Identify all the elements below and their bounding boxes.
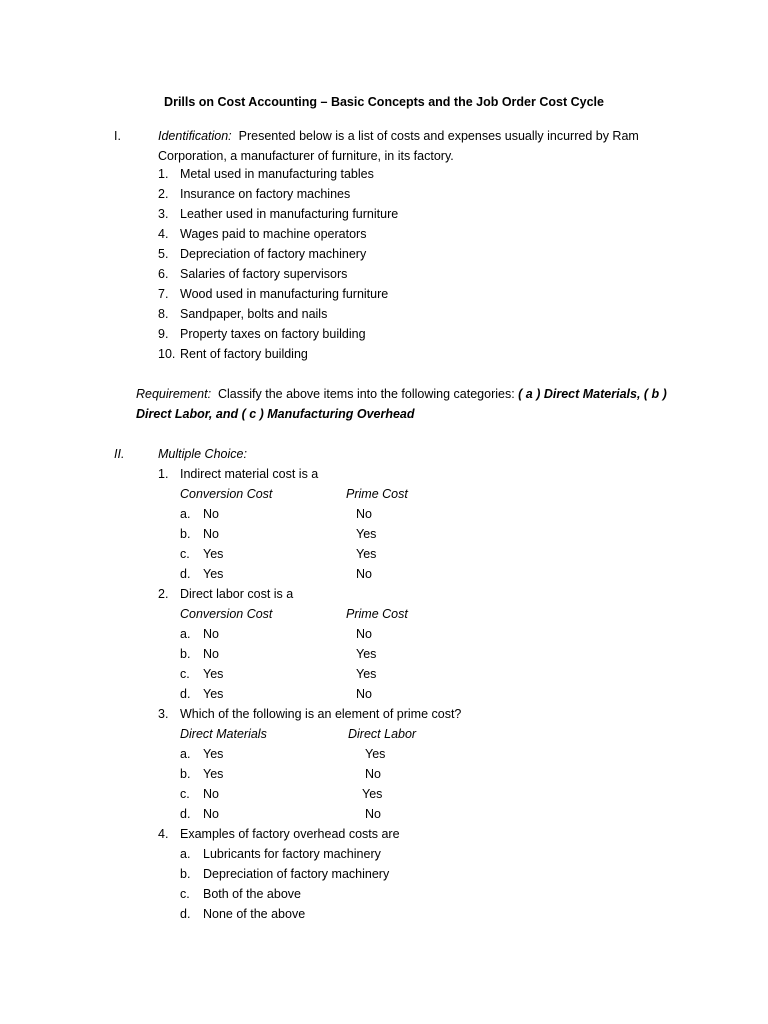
question-3: 3. Which of the following is an element of prime cost?: [158, 707, 462, 721]
section-1-heading-text: Presented below is a list of costs and expenses usually incurred by Ram Corporation, a manufacturer of furniture, in its factory.: [158, 129, 639, 163]
question-3-option-b: b. Yes No: [180, 767, 381, 781]
cost-items-list: [158, 164, 398, 364]
list-item: 6. Salaries of factory supervisors: [158, 267, 348, 281]
question-4-option-a: a. Lubricants for factory machinery: [180, 847, 381, 861]
section-1-heading-label: Identification:: [158, 129, 232, 143]
list-item: 10. Rent of factory building: [158, 347, 308, 361]
section-1-heading: [158, 126, 678, 166]
question-1-option-c: c. Yes Yes: [180, 547, 377, 561]
question-2-option-c: c. Yes Yes: [180, 667, 377, 681]
requirement-categories: ( a ) Direct Materials, ( b ) Direct Labor, and ( c ) Manufacturing Overhead: [136, 387, 667, 421]
list-item: 2. Insurance on factory machines: [158, 187, 351, 201]
list-item: 8. Sandpaper, bolts and nails: [158, 307, 328, 321]
question-4-option-d: d. None of the above: [180, 907, 306, 921]
question-1: 1. Indirect material cost is a: [158, 467, 319, 481]
list-item: 4. Wages paid to machine operators: [158, 227, 367, 241]
list-item: 9. Property taxes on factory building: [158, 327, 366, 341]
question-1-option-b: b. No Yes: [180, 527, 377, 541]
list-item: 3. Leather used in manufacturing furniture: [158, 207, 399, 221]
question-3-header: Direct Materials Direct Labor: [180, 727, 417, 741]
question-4: 4. Examples of factory overhead costs are: [158, 827, 400, 841]
document-title: Drills on Cost Accounting – Basic Concepts and the Job Order Cost Cycle: [164, 95, 604, 109]
question-2-option-d: d. Yes No: [180, 687, 372, 701]
section-2-number: II.: [114, 447, 125, 461]
section-1-number: I.: [114, 129, 121, 143]
question-2-option-a: a. No No: [180, 627, 372, 641]
multiple-choice-section: [158, 444, 678, 924]
question-4-option-c: c. Both of the above: [180, 887, 301, 901]
section-2-heading: Multiple Choice:: [158, 447, 247, 461]
list-item: 5. Depreciation of factory machinery: [158, 247, 367, 261]
question-3-option-c: c. No Yes: [180, 787, 383, 801]
question-3-option-a: a. Yes Yes: [180, 747, 386, 761]
question-1-option-a: a. No No: [180, 507, 372, 521]
requirement-label: Requirement:: [136, 387, 212, 401]
question-2-option-b: b. No Yes: [180, 647, 377, 661]
list-item: 1. Metal used in manufacturing tables: [158, 167, 374, 181]
question-1-header: Conversion Cost Prime Cost: [180, 487, 408, 501]
requirement-text: Classify the above items into the following categories:: [218, 387, 515, 401]
list-item: 7. Wood used in manufacturing furniture: [158, 287, 389, 301]
question-3-option-d: d. No No: [180, 807, 381, 821]
question-1-option-d: d. Yes No: [180, 567, 372, 581]
question-2: 2. Direct labor cost is a: [158, 587, 294, 601]
requirement-paragraph: [136, 384, 696, 424]
question-2-header: Conversion Cost Prime Cost: [180, 607, 408, 621]
question-4-option-b: b. Depreciation of factory machinery: [180, 867, 390, 881]
